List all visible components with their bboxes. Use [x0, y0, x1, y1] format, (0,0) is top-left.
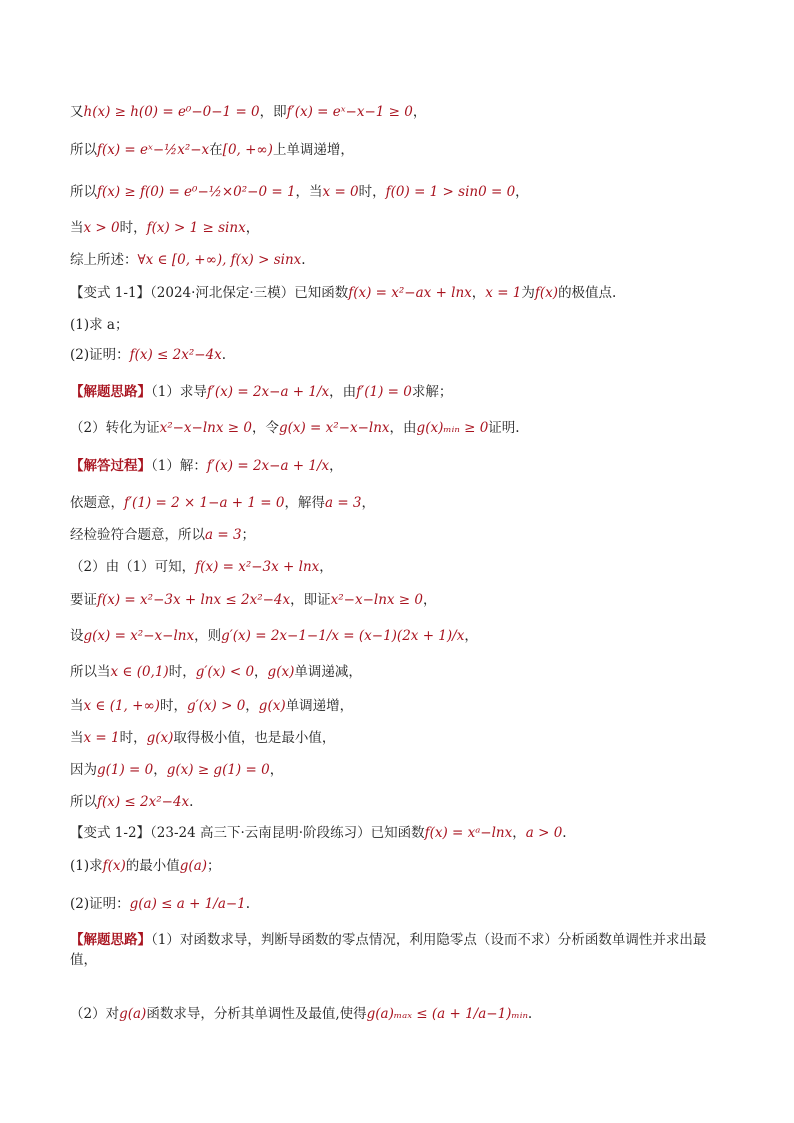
text-line — [70, 728, 335, 748]
text-segment: ，则 — [194, 628, 222, 644]
text-line — [70, 1004, 532, 1024]
text-segment: 所以 — [70, 184, 97, 200]
text-segment: (2)证明： — [70, 896, 130, 912]
text-segment: 的最小值 — [125, 858, 180, 874]
text-segment: (1)求 — [70, 858, 103, 874]
text-segment: 当 — [70, 220, 84, 236]
text-line — [70, 696, 353, 716]
text-segment: 所以当 — [70, 664, 111, 680]
text-line — [70, 140, 354, 160]
text-segment: 【变式 1-2】（23-24 高三下·云南昆明·阶段练习）已知函数 — [70, 825, 425, 841]
text-segment: ， — [269, 762, 284, 778]
math-expression: f′(x) = 2x−a + 1/x — [206, 384, 330, 400]
math-expression: g(x) = x²−x−lnx — [83, 628, 195, 644]
math-expression: a = 3 — [205, 527, 242, 543]
text-line — [70, 382, 452, 402]
math-expression: x ∈ (1, +∞) — [83, 698, 160, 714]
math-expression: f(x) — [102, 858, 126, 874]
text-line — [70, 493, 375, 513]
math-expression: f(x) = x²−3x + lnx ≤ 2x²−4x — [97, 592, 291, 608]
math-expression: x = 1 — [83, 730, 120, 746]
math-expression: g(x)ₘᵢₙ ≥ 0 — [416, 420, 489, 436]
text-segment: 又 — [70, 104, 84, 120]
text-segment: 经检验符合题意，所以 — [70, 527, 205, 543]
text-line — [70, 250, 306, 270]
text-segment: ， — [471, 285, 486, 301]
text-segment: ； — [207, 858, 221, 874]
section-label: 【解题思路】 — [70, 932, 151, 948]
math-expression: f(x) — [534, 285, 559, 301]
math-expression: a = 3 — [324, 495, 362, 511]
text-segment: 函数求导，分析其单调性及最值,使得 — [146, 1006, 367, 1022]
text-segment: （1）对函数求导，判断导函数的零点情况，利用隐零点（设而不求）分析函数单调性并求出最值， — [70, 932, 707, 968]
text-segment: 证明. — [488, 420, 520, 436]
text-line — [70, 315, 128, 335]
text-segment: 时， — [119, 730, 147, 746]
math-expression: f(x) = xᵃ−lnx — [424, 825, 513, 841]
text-segment: 取得极小值，也是最小值， — [173, 730, 336, 746]
text-segment: ； — [241, 527, 256, 543]
text-segment: （2）由（1）可知， — [70, 559, 196, 575]
text-line — [70, 525, 255, 545]
text-segment: （1）解： — [151, 458, 207, 474]
text-line — [70, 218, 259, 238]
text-segment: 所以 — [70, 142, 97, 158]
text-segment: ，解得 — [284, 495, 325, 511]
math-expression: h(x) ≥ h(0) = e⁰−0−1 = 0 — [83, 104, 260, 120]
text-segment: 单调递增， — [285, 698, 354, 714]
math-expression: g′(x) > 0 — [186, 698, 246, 714]
math-expression: g(a) — [119, 1006, 147, 1022]
text-segment: 时， — [168, 664, 196, 680]
text-segment: 在 — [209, 142, 223, 158]
text-line — [70, 283, 616, 303]
text-line — [70, 345, 226, 365]
text-segment: ， — [412, 104, 427, 120]
math-expression: g(a) — [179, 858, 208, 874]
text-segment: (1)求 a； — [70, 317, 129, 333]
text-line — [70, 456, 343, 476]
text-segment: （2）转化为证 — [70, 420, 160, 436]
math-expression: x²−x−lnx ≥ 0 — [159, 420, 252, 436]
text-segment: ， — [329, 458, 343, 474]
text-segment: ，令 — [251, 420, 279, 436]
math-expression: f′(x) = eˣ−x−1 ≥ 0 — [286, 104, 413, 120]
math-expression: g(x) — [146, 730, 174, 746]
text-segment: ，即 — [259, 104, 287, 120]
math-expression: g(a)ₘₐₓ ≤ (a + 1/a−1)ₘᵢₙ — [366, 1006, 528, 1022]
text-segment: 综上所述： — [70, 252, 138, 268]
text-segment: 为 — [521, 285, 535, 301]
text-segment: ， — [245, 220, 260, 236]
text-line — [70, 590, 437, 610]
text-segment: 【变式 1-1】（2024·河北保定·三模）已知函数 — [70, 285, 349, 301]
math-expression: [0, +∞) — [222, 142, 273, 158]
math-expression: a > 0 — [525, 825, 563, 841]
text-segment: ，由 — [389, 420, 417, 436]
text-segment: ， — [464, 628, 478, 644]
text-segment: （1）求导 — [151, 384, 207, 400]
math-expression: f(x) = x²−3x + lnx — [195, 559, 320, 575]
text-segment: . — [245, 896, 251, 912]
math-expression: g(x) — [267, 664, 295, 680]
text-segment: 单调递减， — [294, 664, 362, 680]
text-segment: ，当 — [295, 184, 323, 200]
math-expression: g(x) ≥ g(1) = 0 — [166, 762, 270, 778]
text-segment: 因为 — [70, 762, 97, 778]
math-expression: g′(x) = 2x−1−1/x = (x−1)(2x + 1)/x — [221, 628, 465, 644]
text-segment: （2）对 — [70, 1006, 120, 1022]
text-segment: ， — [254, 664, 268, 680]
text-segment: 所以 — [70, 794, 97, 810]
text-segment: ，即证 — [290, 592, 331, 608]
text-line — [70, 182, 529, 202]
text-segment: ， — [319, 559, 333, 575]
math-expression: f(x) = eˣ−½x²−x — [97, 142, 210, 158]
text-segment: 时， — [358, 184, 386, 200]
text-segment: (2)证明： — [70, 347, 130, 363]
text-segment: ，由 — [329, 384, 357, 400]
text-segment: ， — [361, 495, 376, 511]
text-line — [70, 557, 333, 577]
math-expression: f(0) = 1 > sin0 = 0 — [385, 184, 516, 200]
math-expression: f(x) ≤ 2x²−4x — [129, 347, 222, 363]
text-segment: 当 — [70, 730, 84, 746]
text-line — [70, 823, 567, 843]
math-expression: x = 1 — [485, 285, 522, 301]
text-segment: 依题意， — [70, 495, 124, 511]
math-expression: f′(1) = 0 — [356, 384, 412, 400]
text-line — [70, 894, 250, 914]
math-expression: f′(1) = 2 × 1−a + 1 = 0 — [124, 495, 285, 511]
text-line — [70, 102, 426, 122]
section-label: 【解答过程】 — [70, 458, 151, 474]
text-segment: ， — [245, 698, 259, 714]
math-expression: f(x) ≥ f(0) = e⁰−½×0²−0 = 1 — [97, 184, 296, 200]
math-expression: x = 0 — [322, 184, 359, 200]
text-segment: . — [527, 1006, 533, 1022]
math-expression: x²−x−lnx ≥ 0 — [330, 592, 423, 608]
text-line — [70, 760, 283, 780]
text-segment: 时， — [159, 698, 187, 714]
text-segment: . — [562, 825, 567, 841]
math-expression: f(x) > 1 ≥ sinx — [146, 220, 246, 236]
math-expression: g′(x) < 0 — [195, 664, 255, 680]
math-expression: g(x) = x²−x−lnx — [278, 420, 390, 436]
text-line — [70, 792, 193, 812]
text-segment: . — [221, 347, 227, 363]
math-expression: x ∈ (0,1) — [110, 664, 169, 680]
text-segment: ， — [515, 184, 529, 200]
math-expression: f(x) ≤ 2x²−4x — [97, 794, 190, 810]
text-segment: ， — [423, 592, 437, 608]
math-expression: f′(x) = 2x−a + 1/x — [206, 458, 330, 474]
math-expression: g(x) — [258, 698, 286, 714]
math-expression: f(x) = x²−ax + lnx — [348, 285, 472, 301]
text-line — [70, 626, 478, 646]
text-line — [70, 856, 221, 876]
text-segment: 求解； — [411, 384, 453, 400]
text-segment: ， — [512, 825, 526, 841]
text-segment: 当 — [70, 698, 84, 714]
text-segment: 设 — [70, 628, 84, 644]
math-expression: g(a) ≤ a + 1/a−1 — [129, 896, 246, 912]
text-line — [70, 418, 520, 438]
text-line — [70, 930, 730, 970]
text-segment: 的极值点. — [558, 285, 617, 301]
text-segment: 时， — [119, 220, 147, 236]
text-line — [70, 662, 362, 682]
math-expression: x > 0 — [83, 220, 120, 236]
text-segment: 上单调递增， — [272, 142, 354, 158]
text-segment: ， — [153, 762, 167, 778]
section-label: 【解题思路】 — [70, 384, 151, 400]
math-expression: g(1) = 0 — [97, 762, 154, 778]
text-segment: 要证 — [70, 592, 97, 608]
text-segment: . — [301, 252, 306, 268]
text-segment: . — [189, 794, 194, 810]
math-expression: ∀x ∈ [0, +∞), f(x) > sinx — [137, 252, 302, 268]
